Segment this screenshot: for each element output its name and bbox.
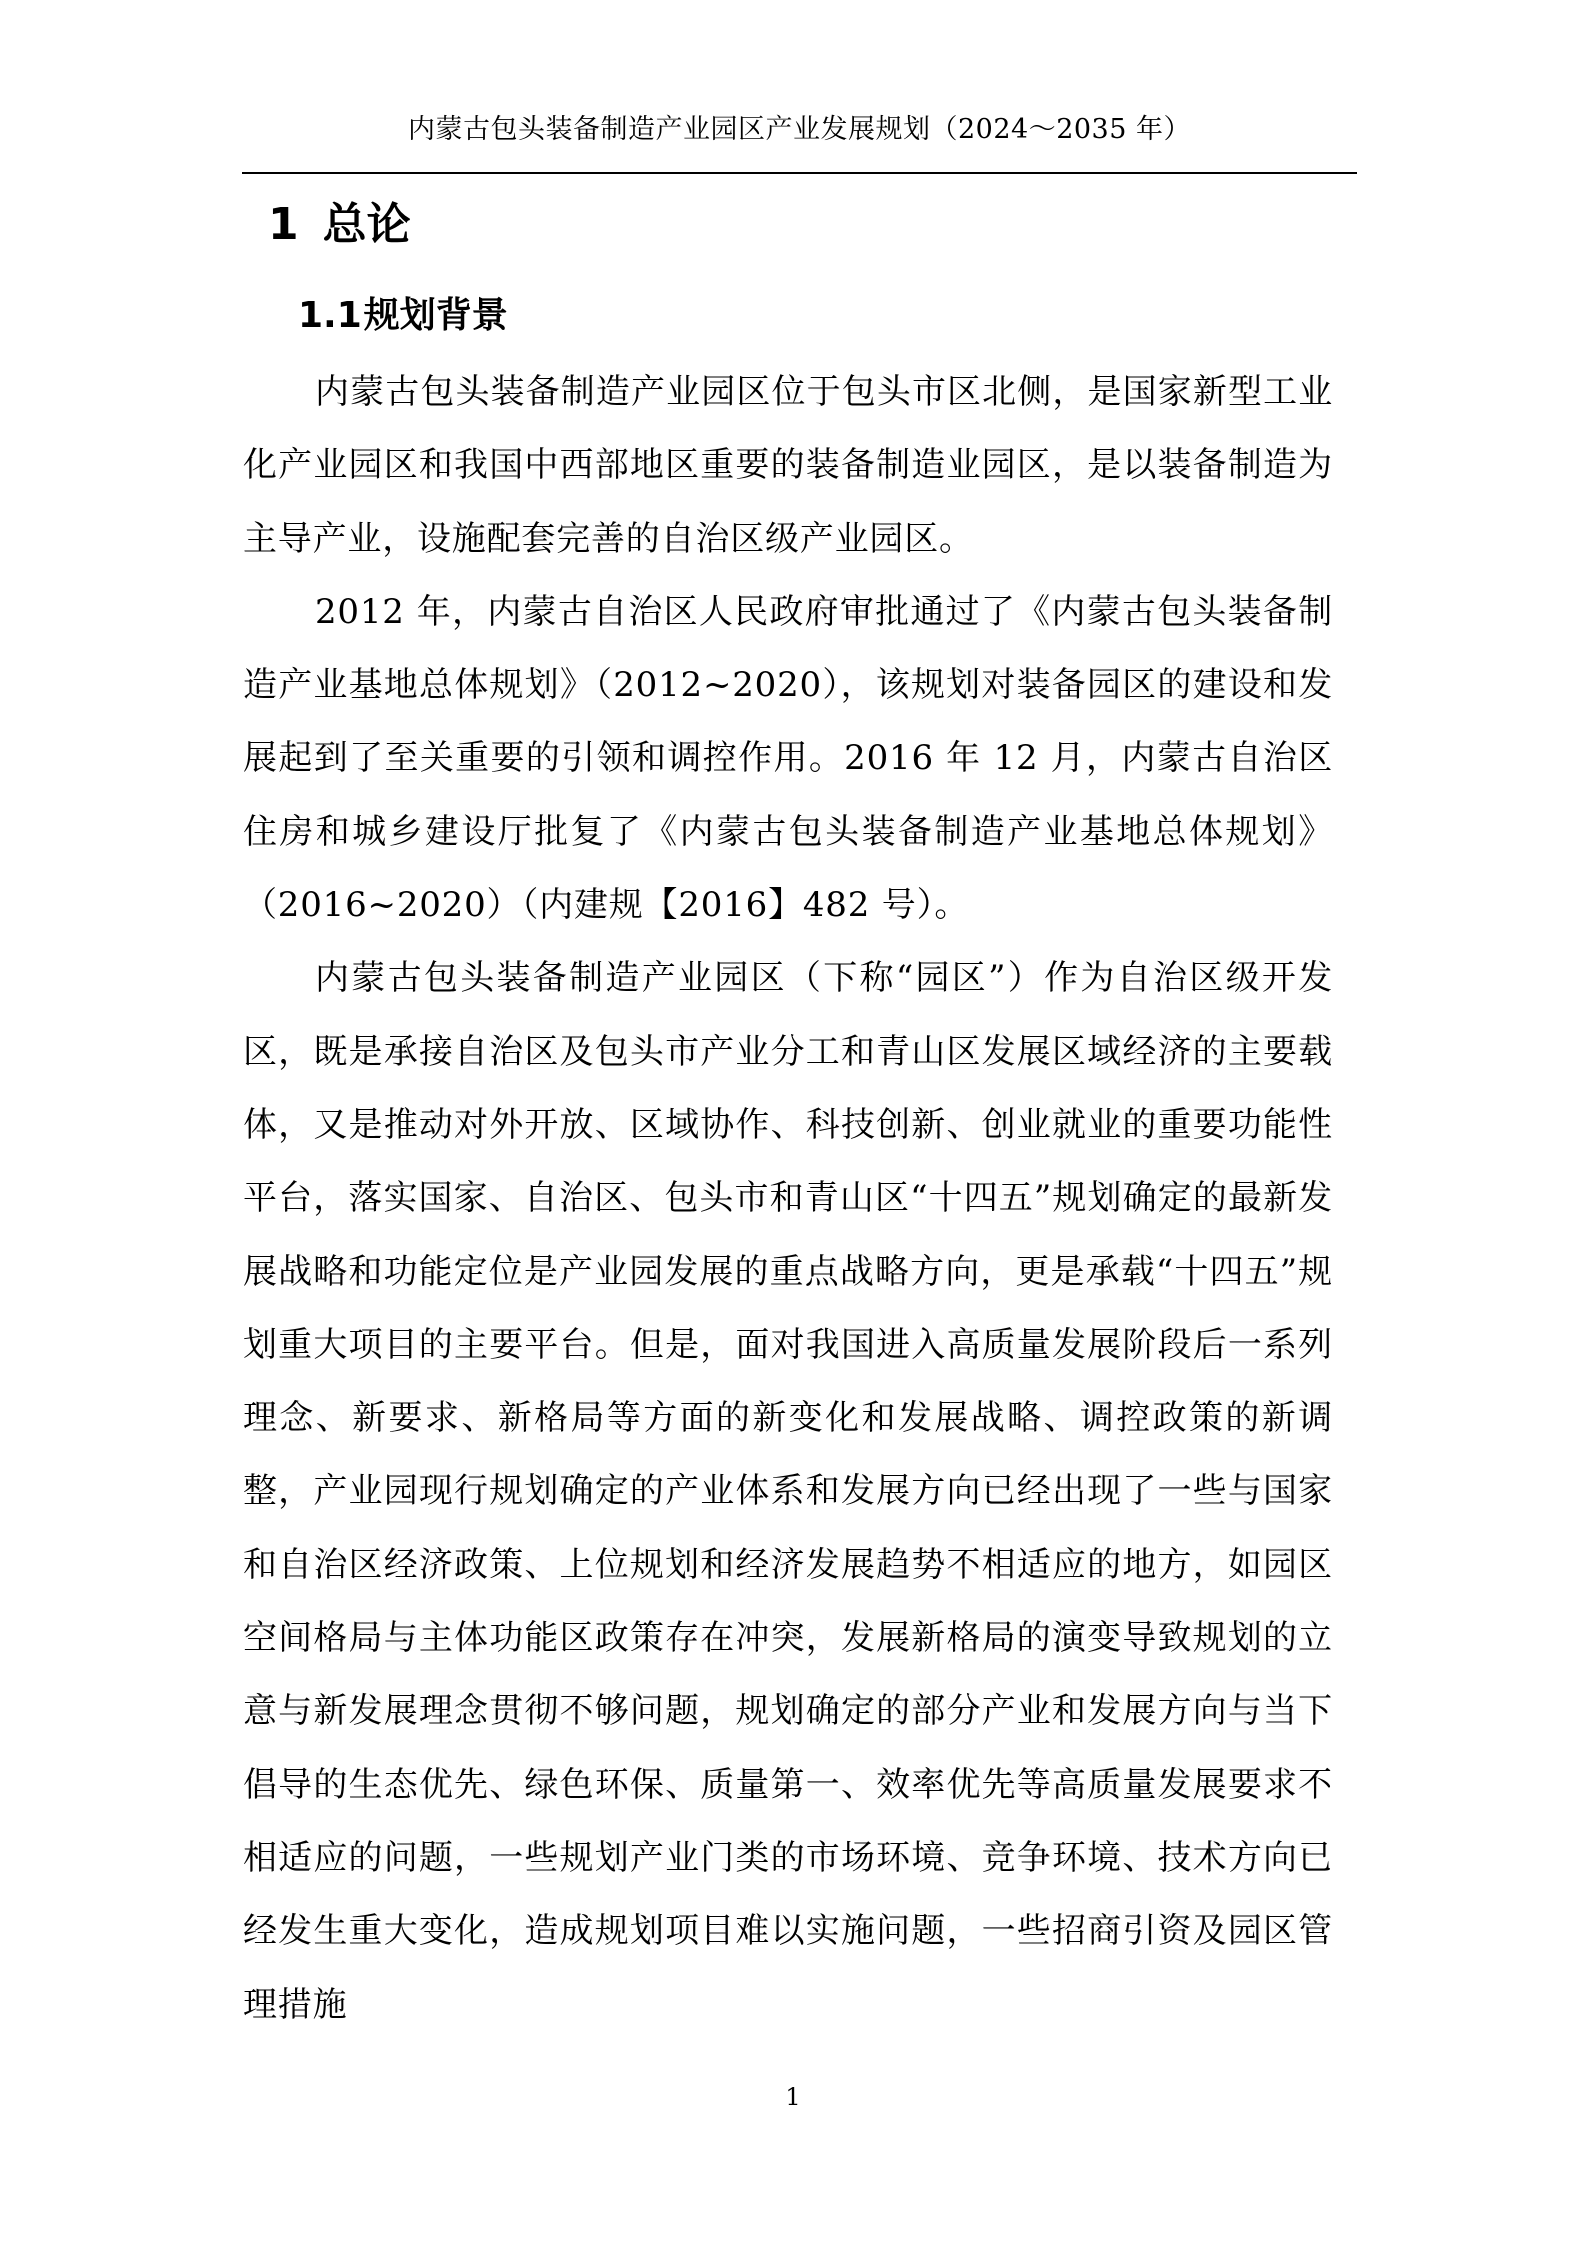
chapter-title: 总论: [322, 199, 411, 250]
chapter-number: 1: [268, 199, 299, 250]
section-title: 规划背景: [363, 295, 508, 336]
header-rule: [242, 172, 1357, 174]
chapter-heading: [268, 192, 411, 258]
section-number: 1.1: [298, 295, 362, 336]
running-header: 内蒙古包头装备制造产业园区产业发展规划（2024～2035 年）: [407, 114, 1191, 145]
page-number: 1: [785, 2083, 801, 2111]
body-text: [243, 356, 1333, 2042]
paragraph: 2012 年，内蒙古自治区人民政府审批通过了《内蒙古包头装备制造产业基地总体规划》（2012~2020），该规划对装备园区的建设和发展起到了至关重要的引领和调控作用。2016 年 12 月，内蒙古自治区住房和城乡建设厅批复了《内蒙古包头装备制造产业基地总体规划》（2016~2020）（内建规【2016】482 号）。: [243, 591, 1333, 926]
paragraph: 内蒙古包头装备制造产业园区位于包头市区北侧，是国家新型工业化产业园区和我国中西部地区重要的装备制造业园区，是以装备制造为主导产业，设施配套完善的自治区级产业园区。: [243, 372, 1333, 559]
paragraph: 内蒙古包头装备制造产业园区（下称“园区”）作为自治区级开发区，既是承接自治区及包头市产业分工和青山区发展区域经济的主要载体，又是推动对外开放、区域协作、科技创新、创业就业的重要功能性平台，落实国家、自治区、包头市和青山区“十四五”规划确定的最新发展战略和功能定位是产业园发展的重点战略方向，更是承载“十四五”规划重大项目的主要平台。但是，面对我国进入高质量发展阶段后一系列理念、新要求、新格局等方面的新变化和发展战略、调控政策的新调整，产业园现行规划确定的产业体系和发展方向已经出现了一些与国家和自治区经济政策、上位规划和经济发展趋势不相适应的地方，如园区空间格局与主体功能区政策存在冲突，发展新格局的演变导致规划的立意与新发展理念贯彻不够问题，规划确定的部分产业和发展方向与当下倡导的生态优先、绿色环保、质量第一、效率优先等高质量发展要求不相适应的问题，一些规划产业门类的市场环境、竞争环境、技术方向已经发生重大变化，造成规划项目难以实施问题，一些招商引资及园区管理措施: [243, 958, 1333, 2025]
section-heading: [298, 286, 508, 346]
